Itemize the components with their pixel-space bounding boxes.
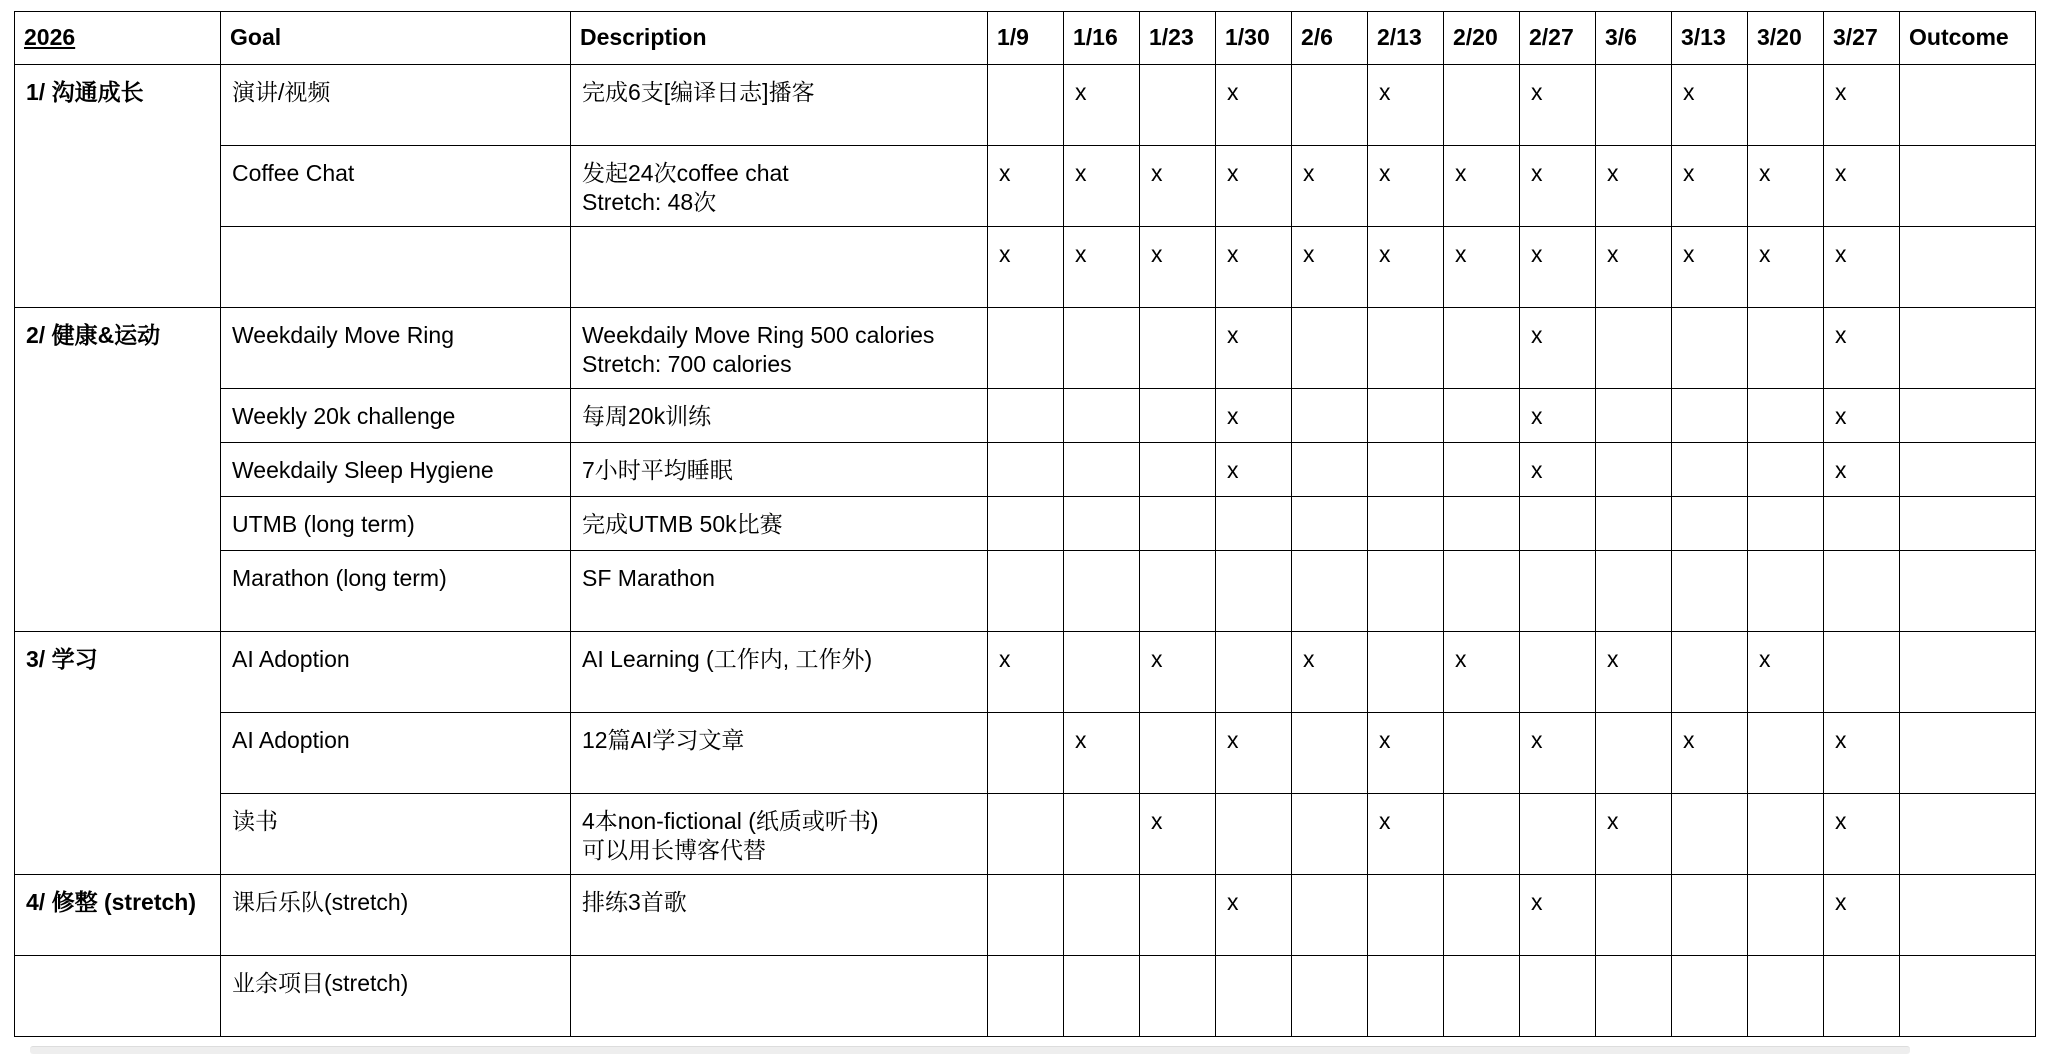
description-line: 每周20k训练 bbox=[582, 403, 712, 429]
week-cell[interactable] bbox=[1672, 551, 1748, 632]
week-cell[interactable]: x bbox=[1672, 65, 1748, 146]
week-cell[interactable]: x bbox=[1368, 227, 1444, 308]
description-line: AI Learning (工作内, 工作外) bbox=[582, 646, 873, 672]
week-cell[interactable] bbox=[1748, 443, 1824, 497]
description-cell[interactable] bbox=[571, 497, 988, 551]
week-cell[interactable]: x bbox=[1140, 227, 1216, 308]
week-cell[interactable]: x bbox=[1520, 713, 1596, 794]
week-cell[interactable] bbox=[1368, 632, 1444, 713]
week-cell[interactable]: x bbox=[1292, 632, 1368, 713]
week-cell[interactable] bbox=[988, 443, 1064, 497]
goal-tracker-table bbox=[14, 11, 2036, 1037]
week-cell[interactable] bbox=[1368, 389, 1444, 443]
goal-cell[interactable]: AI Adoption bbox=[221, 713, 571, 794]
week-cell[interactable]: x bbox=[1368, 713, 1444, 794]
week-cell[interactable]: x bbox=[988, 632, 1064, 713]
week-cell[interactable]: x bbox=[1520, 227, 1596, 308]
description-line: Stretch: 700 calories bbox=[582, 351, 792, 377]
week-cell[interactable] bbox=[1444, 794, 1520, 875]
week-header[interactable]: 3/6 bbox=[1596, 12, 1672, 65]
week-cell[interactable] bbox=[1368, 443, 1444, 497]
table-row bbox=[15, 389, 2036, 443]
week-header[interactable]: 2/27 bbox=[1520, 12, 1596, 65]
week-cell[interactable] bbox=[1444, 65, 1520, 146]
week-cell[interactable] bbox=[1824, 956, 1900, 1037]
week-cell[interactable] bbox=[1596, 497, 1672, 551]
week-cell[interactable] bbox=[1216, 497, 1292, 551]
week-cell[interactable]: x bbox=[1064, 146, 1140, 227]
week-cell[interactable] bbox=[1672, 389, 1748, 443]
week-cell[interactable]: x bbox=[1216, 146, 1292, 227]
week-cell[interactable] bbox=[1292, 875, 1368, 956]
week-cell[interactable] bbox=[1216, 794, 1292, 875]
week-cell[interactable] bbox=[1672, 497, 1748, 551]
week-cell[interactable] bbox=[1672, 875, 1748, 956]
goal-cell[interactable]: 演讲/视频 bbox=[221, 65, 571, 146]
description-cell[interactable] bbox=[571, 443, 988, 497]
week-cell[interactable]: x bbox=[1824, 65, 1900, 146]
week-cell[interactable] bbox=[1368, 308, 1444, 389]
week-cell[interactable] bbox=[1140, 443, 1216, 497]
description-header[interactable]: Description bbox=[571, 12, 988, 65]
week-cell[interactable]: x bbox=[1444, 146, 1520, 227]
week-cell[interactable]: x bbox=[1444, 227, 1520, 308]
description-line: 排练3首歌 bbox=[582, 889, 687, 915]
week-cell[interactable] bbox=[1444, 875, 1520, 956]
week-cell[interactable]: x bbox=[1520, 443, 1596, 497]
week-cell[interactable] bbox=[1368, 956, 1444, 1037]
header-row bbox=[15, 12, 2036, 65]
description-line: 7小时平均睡眠 bbox=[582, 457, 733, 483]
week-cell[interactable] bbox=[1596, 389, 1672, 443]
week-cell[interactable] bbox=[1748, 956, 1824, 1037]
description-cell[interactable] bbox=[571, 875, 988, 956]
week-cell[interactable] bbox=[1672, 308, 1748, 389]
goal-cell[interactable]: 业余项目(stretch) bbox=[221, 956, 571, 1037]
week-cell[interactable] bbox=[1064, 497, 1140, 551]
week-cell[interactable]: x bbox=[1216, 308, 1292, 389]
week-cell[interactable] bbox=[1596, 875, 1672, 956]
description-line: 完成UTMB 50k比赛 bbox=[582, 511, 783, 537]
week-header[interactable]: 3/13 bbox=[1672, 12, 1748, 65]
week-cell[interactable]: x bbox=[1824, 389, 1900, 443]
week-cell[interactable]: x bbox=[1520, 389, 1596, 443]
week-cell[interactable] bbox=[1064, 308, 1140, 389]
outcome-cell[interactable] bbox=[1900, 794, 2036, 875]
description-cell[interactable] bbox=[571, 794, 988, 875]
week-cell[interactable] bbox=[1824, 497, 1900, 551]
week-cell[interactable] bbox=[1064, 632, 1140, 713]
week-cell[interactable]: x bbox=[1368, 794, 1444, 875]
description-cell[interactable] bbox=[571, 146, 988, 227]
week-cell[interactable] bbox=[1520, 794, 1596, 875]
week-cell[interactable] bbox=[1064, 443, 1140, 497]
week-cell[interactable]: x bbox=[1216, 65, 1292, 146]
week-cell[interactable]: x bbox=[1824, 227, 1900, 308]
week-cell[interactable] bbox=[1292, 497, 1368, 551]
week-cell[interactable] bbox=[1444, 713, 1520, 794]
week-cell[interactable]: x bbox=[1520, 65, 1596, 146]
week-cell[interactable] bbox=[988, 497, 1064, 551]
description-line: 可以用长博客代替 bbox=[582, 837, 766, 863]
week-cell[interactable]: x bbox=[1748, 146, 1824, 227]
outcome-cell[interactable] bbox=[1900, 308, 2036, 389]
week-cell[interactable]: x bbox=[1140, 146, 1216, 227]
week-cell[interactable] bbox=[1748, 308, 1824, 389]
week-cell[interactable] bbox=[1596, 551, 1672, 632]
week-cell[interactable] bbox=[1292, 551, 1368, 632]
week-cell[interactable] bbox=[1368, 875, 1444, 956]
week-cell[interactable]: x bbox=[988, 146, 1064, 227]
week-cell[interactable] bbox=[1748, 875, 1824, 956]
week-cell[interactable]: x bbox=[1748, 227, 1824, 308]
week-header[interactable]: 1/9 bbox=[988, 12, 1064, 65]
week-header[interactable]: 3/20 bbox=[1748, 12, 1824, 65]
description-cell[interactable] bbox=[571, 632, 988, 713]
week-cell[interactable] bbox=[1672, 443, 1748, 497]
category-cell[interactable]: 3/ 学习 bbox=[15, 632, 221, 875]
description-line: 发起24次coffee chat bbox=[582, 160, 789, 186]
table-row bbox=[15, 794, 2036, 875]
week-cell[interactable]: x bbox=[1748, 632, 1824, 713]
week-cell[interactable] bbox=[1748, 65, 1824, 146]
week-cell[interactable] bbox=[988, 794, 1064, 875]
week-cell[interactable]: x bbox=[1292, 146, 1368, 227]
week-cell[interactable] bbox=[1672, 956, 1748, 1037]
week-cell[interactable] bbox=[1140, 875, 1216, 956]
description-line: 4本non-fictional (纸质或听书) bbox=[582, 808, 879, 834]
week-cell[interactable] bbox=[1140, 389, 1216, 443]
week-cell[interactable] bbox=[1368, 551, 1444, 632]
week-cell[interactable]: x bbox=[1520, 308, 1596, 389]
table-row bbox=[15, 146, 2036, 227]
week-cell[interactable] bbox=[1140, 497, 1216, 551]
table-row bbox=[15, 308, 2036, 389]
week-cell[interactable] bbox=[1444, 308, 1520, 389]
week-cell[interactable]: x bbox=[1140, 794, 1216, 875]
week-cell[interactable]: x bbox=[1216, 875, 1292, 956]
week-cell[interactable] bbox=[1444, 551, 1520, 632]
week-cell[interactable] bbox=[1140, 713, 1216, 794]
year-header[interactable]: 2026 bbox=[15, 12, 221, 65]
description-line: SF Marathon bbox=[582, 565, 715, 591]
goal-cell[interactable]: Weekdaily Move Ring bbox=[221, 308, 571, 389]
description-cell[interactable] bbox=[571, 227, 988, 308]
week-cell[interactable] bbox=[1140, 65, 1216, 146]
week-cell[interactable] bbox=[1064, 794, 1140, 875]
week-cell[interactable] bbox=[988, 713, 1064, 794]
week-cell[interactable]: x bbox=[1292, 227, 1368, 308]
week-cell[interactable] bbox=[1596, 443, 1672, 497]
description-cell[interactable] bbox=[571, 389, 988, 443]
week-cell[interactable]: x bbox=[1520, 146, 1596, 227]
week-header[interactable]: 3/27 bbox=[1824, 12, 1900, 65]
outcome-cell[interactable] bbox=[1900, 497, 2036, 551]
week-cell[interactable] bbox=[1672, 632, 1748, 713]
outcome-cell[interactable] bbox=[1900, 956, 2036, 1037]
week-cell[interactable]: x bbox=[1672, 713, 1748, 794]
week-cell[interactable]: x bbox=[1672, 146, 1748, 227]
week-cell[interactable] bbox=[988, 551, 1064, 632]
outcome-cell[interactable] bbox=[1900, 227, 2036, 308]
outcome-cell[interactable] bbox=[1900, 146, 2036, 227]
week-cell[interactable] bbox=[1748, 389, 1824, 443]
table-row bbox=[15, 65, 2036, 146]
goal-cell[interactable]: UTMB (long term) bbox=[221, 497, 571, 551]
week-cell[interactable] bbox=[1140, 551, 1216, 632]
table-row bbox=[15, 713, 2036, 794]
week-cell[interactable] bbox=[1672, 794, 1748, 875]
outcome-cell[interactable] bbox=[1900, 65, 2036, 146]
week-cell[interactable] bbox=[988, 308, 1064, 389]
week-cell[interactable] bbox=[1596, 956, 1672, 1037]
week-header[interactable]: 2/20 bbox=[1444, 12, 1520, 65]
week-cell[interactable]: x bbox=[1596, 794, 1672, 875]
week-cell[interactable]: x bbox=[1368, 65, 1444, 146]
outcome-cell[interactable] bbox=[1900, 551, 2036, 632]
category-cell[interactable] bbox=[15, 956, 221, 1037]
outcome-cell[interactable] bbox=[1900, 632, 2036, 713]
week-cell[interactable] bbox=[988, 65, 1064, 146]
week-cell[interactable] bbox=[1368, 497, 1444, 551]
table-row bbox=[15, 632, 2036, 713]
category-cell[interactable]: 4/ 修整 (stretch) bbox=[15, 875, 221, 956]
week-cell[interactable] bbox=[1444, 497, 1520, 551]
outcome-header[interactable]: Outcome bbox=[1900, 12, 2036, 65]
week-cell[interactable] bbox=[1292, 65, 1368, 146]
week-cell[interactable] bbox=[1140, 956, 1216, 1037]
goal-cell[interactable]: Marathon (long term) bbox=[221, 551, 571, 632]
description-line: 完成6支[编译日志]播客 bbox=[582, 79, 815, 105]
week-cell[interactable] bbox=[988, 875, 1064, 956]
week-cell[interactable] bbox=[1292, 389, 1368, 443]
week-cell[interactable] bbox=[1444, 956, 1520, 1037]
table-row bbox=[15, 497, 2036, 551]
week-cell[interactable]: x bbox=[1140, 632, 1216, 713]
description-cell[interactable] bbox=[571, 713, 988, 794]
week-cell[interactable] bbox=[1520, 551, 1596, 632]
week-cell[interactable]: x bbox=[1596, 227, 1672, 308]
week-cell[interactable]: x bbox=[1824, 443, 1900, 497]
week-cell[interactable]: x bbox=[1368, 146, 1444, 227]
description-line: Weekdaily Move Ring 500 calories bbox=[582, 322, 935, 348]
week-header[interactable]: 2/6 bbox=[1292, 12, 1368, 65]
description-cell[interactable] bbox=[571, 551, 988, 632]
week-cell[interactable] bbox=[1748, 551, 1824, 632]
description-cell[interactable] bbox=[571, 956, 988, 1037]
goal-cell[interactable]: Weekdaily Sleep Hygiene bbox=[221, 443, 571, 497]
outcome-cell[interactable] bbox=[1900, 389, 2036, 443]
week-cell[interactable] bbox=[988, 956, 1064, 1037]
category-cell[interactable]: 1/ 沟通成长 bbox=[15, 65, 221, 308]
week-cell[interactable] bbox=[1216, 551, 1292, 632]
week-cell[interactable] bbox=[1216, 956, 1292, 1037]
outcome-cell[interactable] bbox=[1900, 713, 2036, 794]
goal-cell[interactable] bbox=[221, 227, 571, 308]
week-cell[interactable] bbox=[1292, 443, 1368, 497]
goal-cell[interactable]: 课后乐队(stretch) bbox=[221, 875, 571, 956]
goal-cell[interactable]: Weekly 20k challenge bbox=[221, 389, 571, 443]
week-cell[interactable]: x bbox=[1824, 875, 1900, 956]
week-cell[interactable]: x bbox=[1824, 308, 1900, 389]
category-cell[interactable]: 2/ 健康&运动 bbox=[15, 308, 221, 632]
week-header[interactable]: 1/23 bbox=[1140, 12, 1216, 65]
week-cell[interactable] bbox=[1292, 308, 1368, 389]
week-cell[interactable] bbox=[1140, 308, 1216, 389]
outcome-cell[interactable] bbox=[1900, 875, 2036, 956]
week-cell[interactable]: x bbox=[1596, 146, 1672, 227]
week-cell[interactable] bbox=[1216, 632, 1292, 713]
table-row bbox=[15, 956, 2036, 1037]
week-cell[interactable]: x bbox=[1824, 794, 1900, 875]
week-cell[interactable] bbox=[1824, 632, 1900, 713]
goal-header[interactable]: Goal bbox=[221, 12, 571, 65]
week-cell[interactable]: x bbox=[1064, 713, 1140, 794]
week-cell[interactable] bbox=[1292, 713, 1368, 794]
week-cell[interactable] bbox=[1824, 551, 1900, 632]
week-cell[interactable]: x bbox=[1064, 227, 1140, 308]
week-cell[interactable]: x bbox=[1216, 443, 1292, 497]
outcome-cell[interactable] bbox=[1900, 443, 2036, 497]
description-line: 12篇AI学习文章 bbox=[582, 727, 745, 753]
week-cell[interactable] bbox=[1520, 956, 1596, 1037]
week-cell[interactable] bbox=[1748, 497, 1824, 551]
goal-cell[interactable]: Coffee Chat bbox=[221, 146, 571, 227]
week-cell[interactable]: x bbox=[1216, 389, 1292, 443]
week-cell[interactable] bbox=[1748, 713, 1824, 794]
week-cell[interactable]: x bbox=[1216, 227, 1292, 308]
week-cell[interactable] bbox=[1064, 389, 1140, 443]
week-cell[interactable]: x bbox=[1444, 632, 1520, 713]
week-header[interactable]: 1/30 bbox=[1216, 12, 1292, 65]
week-cell[interactable]: x bbox=[1064, 65, 1140, 146]
week-cell[interactable] bbox=[1748, 794, 1824, 875]
week-cell[interactable] bbox=[1596, 713, 1672, 794]
week-cell[interactable]: x bbox=[1672, 227, 1748, 308]
week-cell[interactable] bbox=[1444, 443, 1520, 497]
week-header[interactable]: 1/16 bbox=[1064, 12, 1140, 65]
description-cell[interactable] bbox=[571, 65, 988, 146]
week-header[interactable]: 2/13 bbox=[1368, 12, 1444, 65]
week-cell[interactable] bbox=[1064, 956, 1140, 1037]
table-row bbox=[15, 875, 2036, 956]
week-cell[interactable] bbox=[1520, 497, 1596, 551]
week-cell[interactable] bbox=[1064, 875, 1140, 956]
week-cell[interactable] bbox=[1596, 308, 1672, 389]
table-row bbox=[15, 443, 2036, 497]
description-cell[interactable] bbox=[571, 308, 988, 389]
week-cell[interactable] bbox=[988, 389, 1064, 443]
week-cell[interactable] bbox=[1292, 794, 1368, 875]
week-cell[interactable]: x bbox=[1824, 146, 1900, 227]
week-cell[interactable] bbox=[1444, 389, 1520, 443]
week-cell[interactable] bbox=[1292, 956, 1368, 1037]
goal-cell[interactable]: AI Adoption bbox=[221, 632, 571, 713]
week-cell[interactable]: x bbox=[1216, 713, 1292, 794]
week-cell[interactable]: x bbox=[1520, 875, 1596, 956]
week-cell[interactable]: x bbox=[988, 227, 1064, 308]
goal-cell[interactable]: 读书 bbox=[221, 794, 571, 875]
description-line: Stretch: 48次 bbox=[582, 189, 717, 215]
week-cell[interactable]: x bbox=[1596, 632, 1672, 713]
week-cell[interactable]: x bbox=[1824, 713, 1900, 794]
week-cell[interactable] bbox=[1520, 632, 1596, 713]
week-cell[interactable] bbox=[1596, 65, 1672, 146]
table-row bbox=[15, 227, 2036, 308]
table-row bbox=[15, 551, 2036, 632]
week-cell[interactable] bbox=[1064, 551, 1140, 632]
